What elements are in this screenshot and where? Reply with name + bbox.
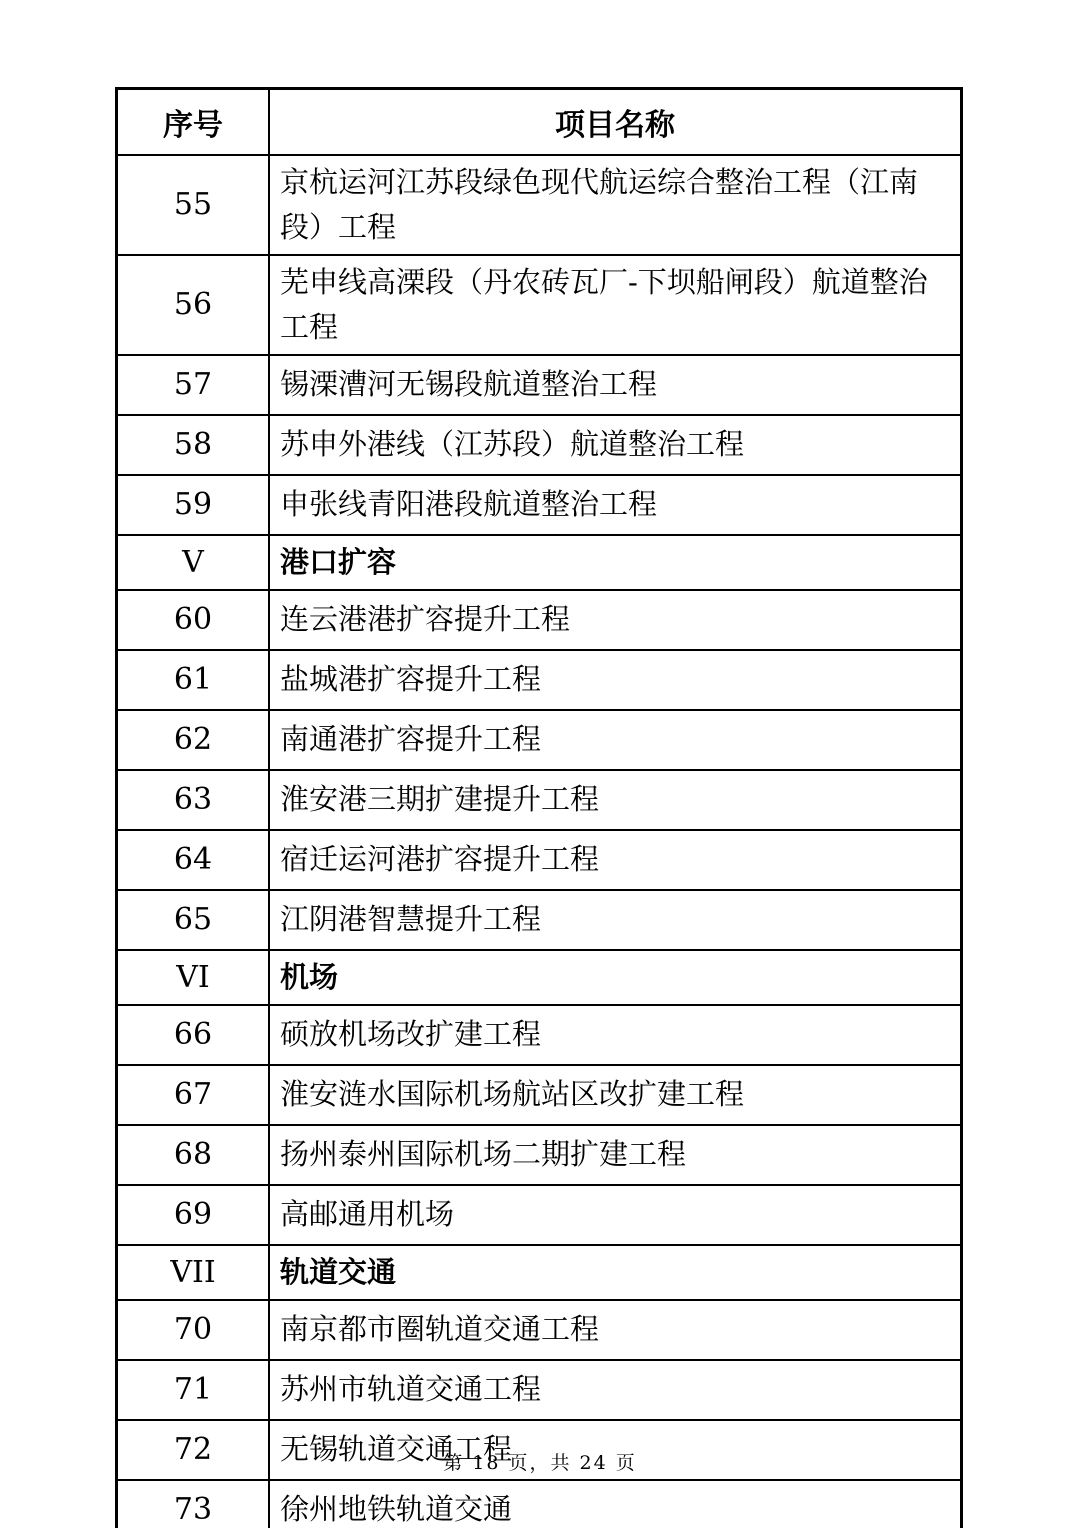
- table-row: [117, 475, 962, 535]
- table-row: [117, 890, 962, 950]
- project-name-cell: 硕放机场改扩建工程: [269, 1005, 962, 1065]
- project-name-cell: 机场: [269, 950, 962, 1005]
- row-number-cell: 71: [117, 1360, 270, 1420]
- table-row: [117, 1125, 962, 1185]
- project-name-cell: 南京都市圈轨道交通工程: [269, 1300, 962, 1360]
- project-name-cell: 江阴港智慧提升工程: [269, 890, 962, 950]
- project-name-cell: 盐城港扩容提升工程: [269, 650, 962, 710]
- project-name-cell: 高邮通用机场: [269, 1185, 962, 1245]
- header-serial-number: 序号: [117, 89, 270, 156]
- project-name-cell: 扬州泰州国际机场二期扩建工程: [269, 1125, 962, 1185]
- table-row: [117, 1185, 962, 1245]
- project-name-cell: 无锡轨道交通工程: [269, 1420, 962, 1480]
- table-row: [117, 830, 962, 890]
- row-number-cell: 73: [117, 1480, 270, 1528]
- table-row: [117, 1005, 962, 1065]
- project-name-cell: 芜申线高溧段（丹农砖瓦厂-下坝船闸段）航道整治工程: [269, 255, 962, 355]
- table-row: [117, 710, 962, 770]
- row-number-cell: 59: [117, 475, 270, 535]
- row-number-cell: VII: [117, 1245, 270, 1300]
- row-number-cell: 70: [117, 1300, 270, 1360]
- row-number-cell: 72: [117, 1420, 270, 1480]
- header-project-name: 项目名称: [269, 89, 962, 156]
- project-name-cell: 申张线青阳港段航道整治工程: [269, 475, 962, 535]
- project-name-cell: 淮安涟水国际机场航站区改扩建工程: [269, 1065, 962, 1125]
- table-header-row: [117, 89, 962, 156]
- table-row: [117, 1360, 962, 1420]
- row-number-cell: VI: [117, 950, 270, 1005]
- page-footer: 第 18 页，共 24 页: [443, 1452, 637, 1474]
- row-number-cell: 62: [117, 710, 270, 770]
- project-name-cell: 锡溧漕河无锡段航道整治工程: [269, 355, 962, 415]
- project-name-cell: 京杭运河江苏段绿色现代航运综合整治工程（江南段）工程: [269, 155, 962, 255]
- table-row: [117, 155, 962, 255]
- row-number-cell: V: [117, 535, 270, 590]
- project-table: [115, 87, 963, 1528]
- project-name-cell: 徐州地铁轨道交通: [269, 1480, 962, 1528]
- table-row: [117, 770, 962, 830]
- table-row: [117, 590, 962, 650]
- row-number-cell: 63: [117, 770, 270, 830]
- project-name-cell: 连云港港扩容提升工程: [269, 590, 962, 650]
- project-name-cell: 苏申外港线（江苏段）航道整治工程: [269, 415, 962, 475]
- row-number-cell: 56: [117, 255, 270, 355]
- section-row: [117, 950, 962, 1005]
- table-row: [117, 355, 962, 415]
- row-number-cell: 69: [117, 1185, 270, 1245]
- project-name-cell: 苏州市轨道交通工程: [269, 1360, 962, 1420]
- project-name-cell: 港口扩容: [269, 535, 962, 590]
- row-number-cell: 58: [117, 415, 270, 475]
- table-body: [117, 155, 962, 1528]
- row-number-cell: 65: [117, 890, 270, 950]
- section-row: [117, 1245, 962, 1300]
- row-number-cell: 57: [117, 355, 270, 415]
- table-row: [117, 1065, 962, 1125]
- table-row: [117, 650, 962, 710]
- row-number-cell: 55: [117, 155, 270, 255]
- row-number-cell: 66: [117, 1005, 270, 1065]
- row-number-cell: 64: [117, 830, 270, 890]
- table-row: [117, 1480, 962, 1528]
- project-name-cell: 南通港扩容提升工程: [269, 710, 962, 770]
- project-name-cell: 宿迁运河港扩容提升工程: [269, 830, 962, 890]
- row-number-cell: 61: [117, 650, 270, 710]
- table-row: [117, 415, 962, 475]
- section-row: [117, 535, 962, 590]
- table-row: [117, 255, 962, 355]
- row-number-cell: 68: [117, 1125, 270, 1185]
- row-number-cell: 60: [117, 590, 270, 650]
- row-number-cell: 67: [117, 1065, 270, 1125]
- project-name-cell: 轨道交通: [269, 1245, 962, 1300]
- table-row: [117, 1300, 962, 1360]
- project-name-cell: 淮安港三期扩建提升工程: [269, 770, 962, 830]
